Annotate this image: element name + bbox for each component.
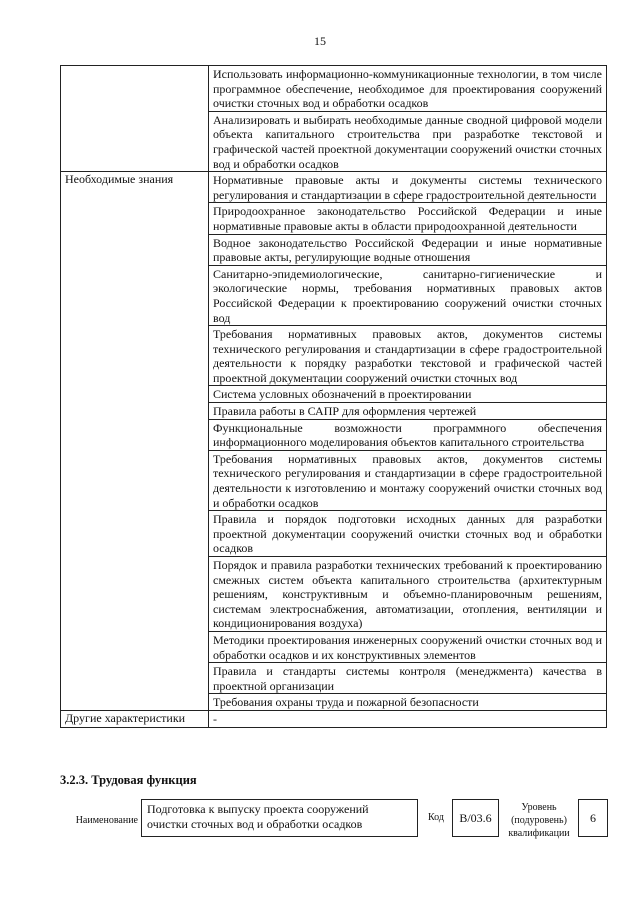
knowledge-cell: Порядок и правила разработки технических требований к проектированию смежных систем объекта капитального строительства (архитектурным решениям, конструктивным и объемно-планировочным решениям, системам электроснабжения, автоматизации, отопления, вентиляции и кондиционирования воздуха) bbox=[209, 557, 607, 632]
knowledge-label: Необходимые знания bbox=[61, 172, 209, 711]
other-characteristics-value: - bbox=[209, 710, 607, 727]
labor-function-name-label: Наименование bbox=[75, 815, 138, 826]
knowledge-cell: Правила работы в САПР для оформления чертежей bbox=[209, 403, 607, 420]
knowledge-cell: Правила и порядок подготовки исходных данных для разработки проектной документации сооружений очистки сточных вод и обработки осадков bbox=[209, 511, 607, 557]
knowledge-cell: Требования нормативных правовых актов, документов системы технического регулирования и стандартизации в сфере градостроительной деятельности к порядку разработки текстовой и графической частей проектной документации сооружений очистки сточных вод bbox=[209, 326, 607, 386]
knowledge-cell: Водное законодательство Российской Федерации и иные нормативные правовые акты, регулирующие водные отношения bbox=[209, 234, 607, 265]
knowledge-cell: Санитарно-эпидемиологические, санитарно-гигиенические и экологические нормы, требования нормативных правовых актов Российской Федерации к проектированию сооружений очистки сточных вод bbox=[209, 265, 607, 325]
knowledge-cell: Требования нормативных правовых актов, документов системы технического регулирования и стандартизации в сфере градостроительной деятельности к изготовлению и монтажу сооружений очистки сточных вод и обработки осадков bbox=[209, 450, 607, 510]
knowledge-cell: Правила и стандарты системы контроля (менеджмента) качества в проектной организации bbox=[209, 663, 607, 694]
labor-function-level-label: Уровень (подуровень) квалификации bbox=[508, 802, 570, 839]
table-row bbox=[61, 66, 607, 112]
table-row bbox=[61, 710, 607, 727]
page-number: 15 bbox=[314, 34, 326, 48]
labor-function-name-box bbox=[141, 799, 418, 837]
section-heading: 3.2.3. Трудовая функция bbox=[60, 773, 197, 787]
knowledge-skills-table bbox=[60, 65, 607, 728]
knowledge-cell: Природоохранное законодательство Российской Федерации и иные нормативные правовые акты в области природоохранной деятельности bbox=[209, 203, 607, 234]
knowledge-cell: Требования охраны труда и пожарной безопасности bbox=[209, 694, 607, 711]
labor-function-level-value: 6 bbox=[578, 799, 608, 837]
other-characteristics-label: Другие характеристики bbox=[61, 710, 209, 727]
knowledge-cell: Нормативные правовые акты и документы системы технического регулирования и стандартизации в сфере градостроительной деятельности bbox=[209, 172, 607, 203]
skills-label-cell bbox=[61, 66, 209, 172]
knowledge-cell: Система условных обозначений в проектировании bbox=[209, 386, 607, 403]
knowledge-cell: Функциональные возможности программного обеспечения информационного моделирования объектов капитального строительства bbox=[209, 419, 607, 450]
labor-function-code-label: Код bbox=[428, 812, 444, 823]
skill-cell: Анализировать и выбирать необходимые данные сводной цифровой модели объекта капитального строительства при разработке текстовой и графической частей проектной документации сооружений очистки сточных вод и обработки осадков bbox=[209, 111, 607, 171]
table-row bbox=[61, 172, 607, 203]
knowledge-cell: Методики проектирования инженерных сооружений очистки сточных вод и обработки осадков и их конструктивных элементов bbox=[209, 631, 607, 662]
labor-function-name-value: Подготовка к выпуску проекта сооружений очистки сточных вод и обработки осадков bbox=[147, 802, 369, 831]
skill-cell: Использовать информационно-коммуникационные технологии, в том числе программное обеспечение, необходимое для проектирования сооружений очистки сточных вод и обработки осадков bbox=[209, 66, 607, 112]
labor-function-code-value: B/03.6 bbox=[452, 799, 499, 837]
